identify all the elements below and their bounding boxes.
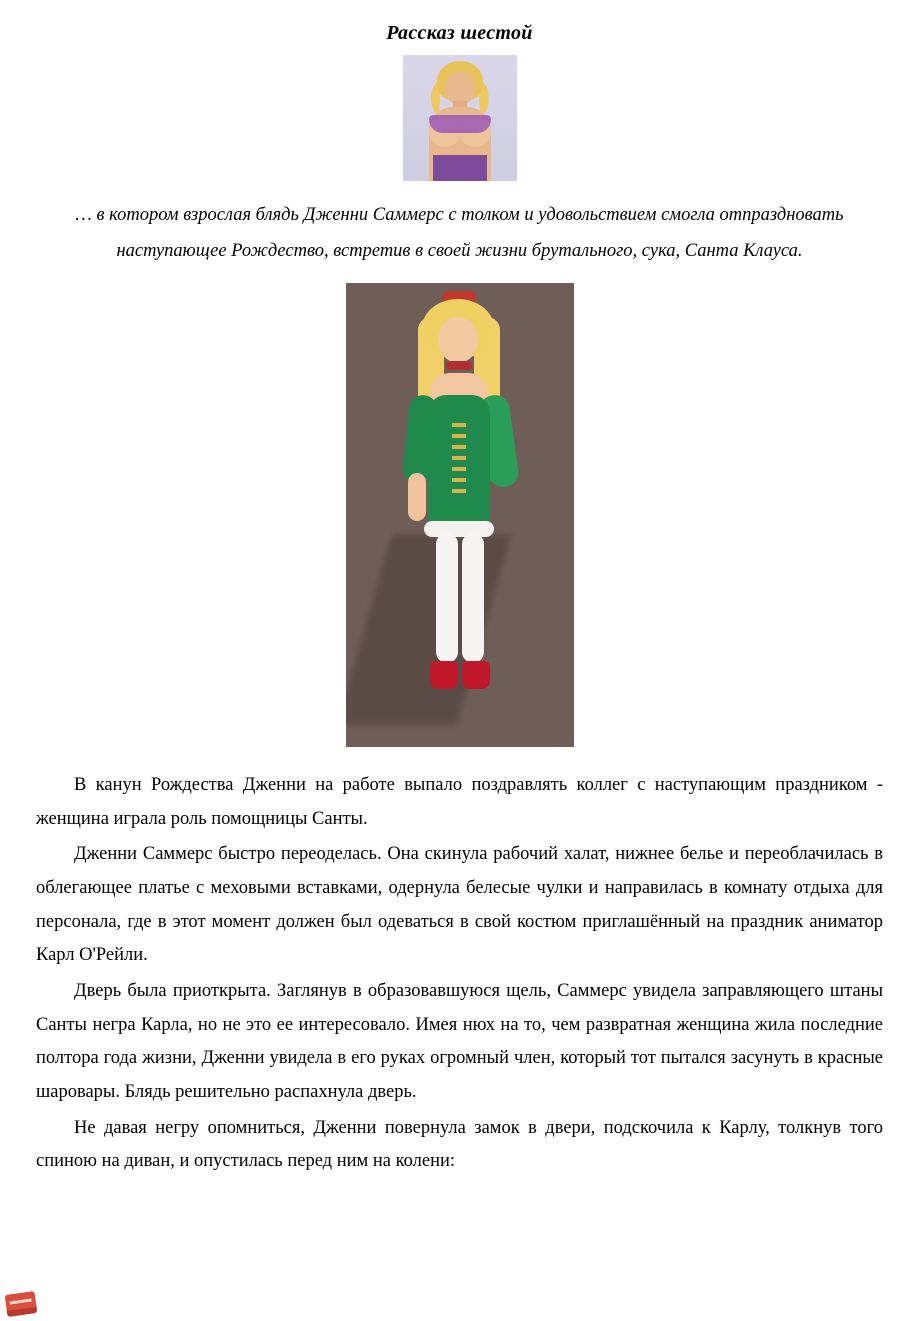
avatar-face-icon xyxy=(445,71,475,105)
illustration-dress-lacing-icon xyxy=(452,423,466,493)
avatar-image-wrapper xyxy=(0,55,919,181)
illustration-wrapper xyxy=(0,283,919,747)
avatar-skirt-icon xyxy=(433,155,487,181)
illustration-arm-left-icon xyxy=(408,473,426,521)
paragraph: Дженни Саммерс быстро переоделась. Она скинула рабочий халат, нижнее белье и переоблачилась в облегающее платье с меховыми вставками, одернула белесые чулки и направилась в комнату отдыха для персонала, где в этот момент должен был одеваться в свой костюм приглашённый на праздник аниматор Карл О'Рейли. xyxy=(36,844,883,966)
corner-watermark-icon xyxy=(5,1291,38,1317)
paragraph: В канун Рождества Дженни на работе выпало поздравлять коллег с наступающим праздником - женщина играла роль помощницы Санты. xyxy=(36,775,883,829)
illustration-shoe-right-icon xyxy=(462,661,490,689)
document-page xyxy=(0,22,919,1321)
illustration-fur-hem-icon xyxy=(424,521,494,537)
illustration-collar-icon xyxy=(446,361,472,370)
illustration-shoe-left-icon xyxy=(430,661,458,689)
main-illustration xyxy=(346,283,574,747)
illustration-shadow xyxy=(346,535,511,725)
illustration-stocking-left-icon xyxy=(436,533,458,663)
page-title: Рассказ шестой xyxy=(386,22,533,44)
lead-paragraph: … в котором взрослая блядь Дженни Саммерс с толком и удовольствием смогла отпраздновать наступающее Рождество, встретив в своей жизни брутального, сука, Санта Клауса. xyxy=(75,205,844,262)
illustration-stocking-right-icon xyxy=(462,533,484,663)
paragraph: Не давая негру опомниться, Дженни повернула замок в двери, подскочила к Карлу, толкнув того спиною на диван, и опустилась перед ним на колени: xyxy=(36,1117,883,1172)
paragraph: Дверь была приоткрыта. Заглянув в образовавшуюся щель, Саммерс увидела заправляющего штаны Санты негра Карла, но не это ее интересовало. Имея нюх на то, чем развратная женщина жила последние полтора года жизни, Дженни увидела в его руках огромный член, который тот пытался засунуть в красные шаровары. Блядь решительно распахнула дверь. xyxy=(36,981,883,1103)
illustration-face-icon xyxy=(438,317,478,363)
avatar xyxy=(403,55,517,181)
body-text xyxy=(36,769,883,1179)
avatar-bra-icon xyxy=(429,115,491,133)
